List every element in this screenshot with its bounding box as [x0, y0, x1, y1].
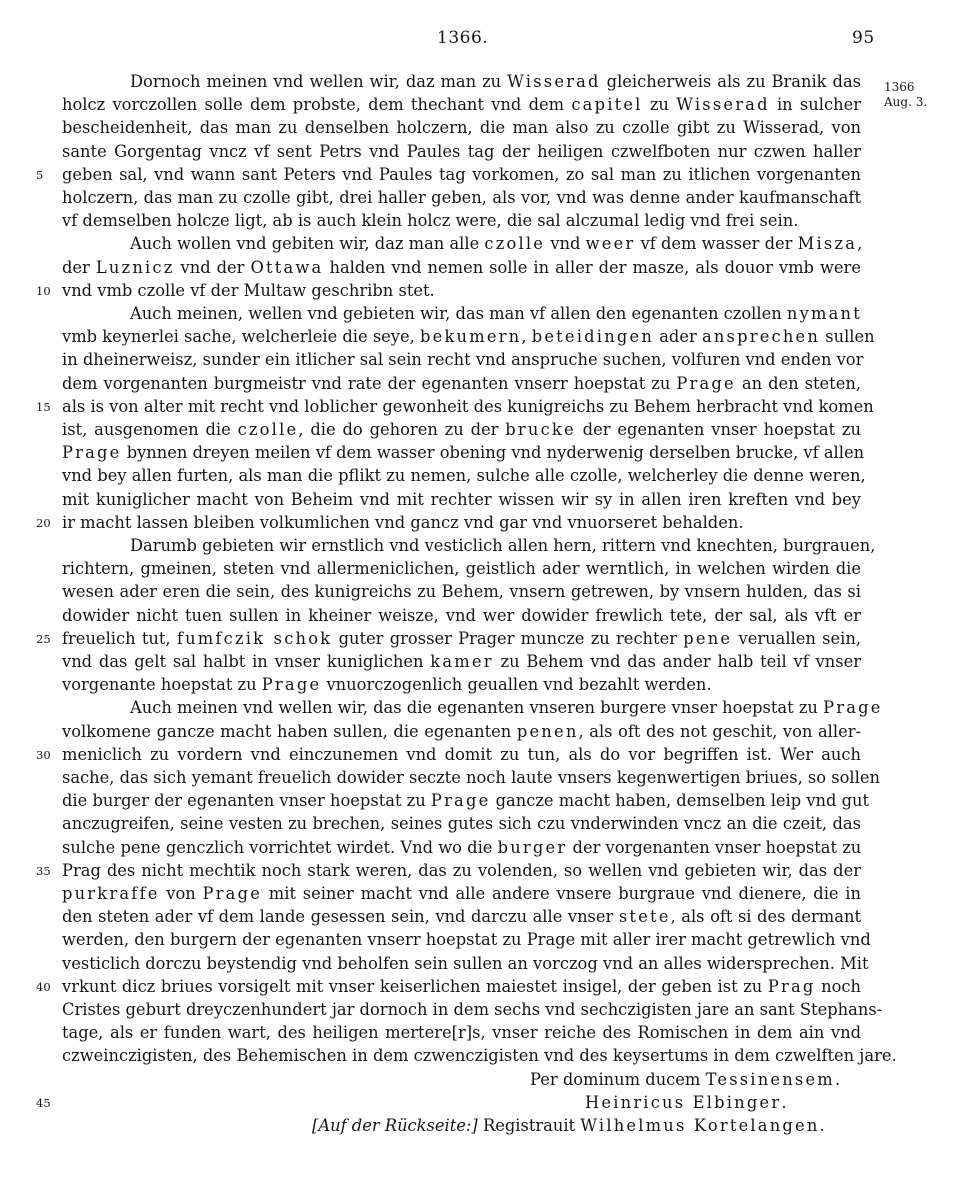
line-number: 20	[36, 515, 51, 530]
spaced-text: stete	[618, 907, 671, 927]
text-run: holczern, das man zu czolle gibt, drei haller geben, als vor, vnd was denne ander kaufmanschaft	[62, 188, 861, 207]
text-line	[312, 1114, 861, 1137]
text-run: die burger der egenanten vnser hoepstat zu	[62, 791, 431, 811]
spaced-text: fumfczik schok	[176, 628, 333, 648]
text-line	[62, 1021, 861, 1044]
text-line	[62, 998, 883, 1021]
text-run: vmb keynerlei sache, welcherleie die seye,	[62, 327, 420, 347]
text-line	[62, 557, 861, 580]
spaced-text: Prage	[202, 884, 263, 903]
text-run: gleicherweis als zu Branik das	[600, 72, 862, 91]
text-run: veruallen sein,	[732, 628, 862, 648]
text-line	[62, 882, 861, 905]
text-run: , als oft si des dermant	[670, 907, 861, 927]
text-line	[62, 163, 861, 186]
text-line	[62, 580, 861, 603]
text-run: sache, das sich yemant freuelich dowider seczte noch laute vnsers kegenwertigen briues, so sollen	[62, 768, 880, 787]
text-line	[62, 627, 861, 650]
text-run: vnuorczogenlich geuallen vnd bezahlt werden.	[321, 675, 712, 695]
text-line	[585, 1091, 861, 1114]
text-run: wesen ader eren die sein, des kunigreichs zu Behem, vnsern getrewen, by vnsern hulden, das si	[62, 582, 861, 602]
line-number: 5	[36, 167, 44, 182]
text-run: Cristes geburt dreyczenhundert jar dornoch in dem sechs vnd sechczigisten jare an sant Stephans-	[62, 1000, 883, 1019]
margin-date-day: Aug. 3.	[884, 95, 928, 109]
text-run: halden vnd nemen solle in aller der masze, als douor vmb were	[323, 257, 861, 277]
text-line	[62, 464, 866, 487]
text-run: der egenanten vnser hoepstat zu	[575, 420, 861, 439]
spaced-text: burger	[497, 837, 568, 857]
text-run: bescheidenheit, das man zu denselben holczern, die man also zu czolle gibt zu Wisserad, von	[62, 118, 861, 138]
text-line	[62, 395, 874, 418]
spaced-text: Luznicz	[95, 257, 175, 277]
text-run: Dornoch meinen vnd wellen wir, daz man zu	[130, 72, 508, 91]
spaced-text: Wisserad	[676, 95, 770, 115]
text-line	[62, 186, 861, 209]
spaced-text: nymant	[786, 304, 862, 323]
text-run: vnd vmb czolle vf der Multaw geschribn stet.	[62, 280, 435, 300]
page-number: 95	[852, 28, 875, 48]
text-line	[62, 511, 861, 534]
text-line	[130, 232, 861, 255]
text-line	[62, 720, 861, 743]
editorial-note: [Auf der Rückseite:]	[312, 1116, 478, 1135]
text-line	[130, 302, 861, 325]
text-run: mit seiner macht vnd alle andere vnsere burgraue vnd dienere, die in	[262, 884, 861, 903]
text-run: an den steten,	[735, 373, 862, 393]
text-run: meniclich zu vordern vnd einczunemen vnd domit zu tun, als do vor begriffen ist. Wer auch	[62, 744, 861, 764]
text-run: vesticlich dorczu beystendig vnd beholfen sein sullen an vorczog vnd an alles widersprechen. Mit	[62, 953, 869, 973]
text-line	[130, 696, 883, 719]
spaced-text: Wilhelmus Kortelangen	[580, 1116, 820, 1135]
text-run: vnd bey allen furten, als man die pflikt zu nemen, sulche alle czolle, welcherley die denne weren,	[62, 466, 866, 486]
page-header-year: 1366.	[437, 28, 489, 48]
text-line	[62, 673, 861, 696]
text-line	[62, 441, 865, 464]
text-run: dem vorgenanten burgmeistr vnd rate der egenanten vnserr hoepstat zu	[62, 373, 677, 393]
text-run: mit kuniglicher macht von Beheim vnd mit rechter wissen wir sy in allen iren kreften vnd bey	[62, 489, 861, 509]
text-line	[62, 209, 861, 232]
text-line	[530, 1068, 861, 1091]
text-run: geben sal, vnd wann sant Peters vnd Paules tag vorkomen, zo sal man zu itlichen vorgenanten	[62, 164, 861, 184]
text-run: noch	[815, 976, 861, 996]
text-run: czweinczigisten, des Behemischen in dem czwenczigisten vnd des keysertums in dem czwelften jare.	[62, 1046, 897, 1066]
text-run: Auch meinen, wellen vnd gebieten wir, das man vf allen den egenanten czollen	[130, 304, 787, 323]
text-run: , die do gehoren zu der	[298, 420, 506, 439]
text-run: Darumb gebieten wir ernstlich vnd vesticlich allen hern, rittern vnd knechten, burgrauen,	[130, 536, 876, 555]
text-run: sullen	[820, 327, 875, 347]
spaced-text: Ottawa	[250, 257, 324, 277]
line-number: 15	[36, 399, 51, 414]
text-line	[62, 766, 880, 789]
text-run: Prag des nicht mechtik noch stark weren, das zu volenden, so wellen vnd gebieten wir, das der	[62, 860, 861, 880]
text-run: vnd das gelt sal halbt in vnser kuniglichen	[62, 652, 431, 671]
spaced-text: capitel	[571, 95, 643, 115]
text-run: , als oft des not geschit, von aller-	[578, 721, 861, 741]
spaced-text: penen	[516, 721, 579, 741]
text-run: bynnen dreyen meilen vf dem wasser obening vnd nyderwenig derselben brucke, vf allen	[121, 443, 865, 463]
spaced-text: weer	[585, 234, 636, 254]
text-run: sulche pene genczlich vorrichtet wirdet. Vnd wo die	[62, 837, 498, 857]
text-run: Registrauit	[477, 1116, 581, 1135]
text-line	[62, 1044, 897, 1067]
text-run: sante Gorgentag vncz vf sent Petrs vnd Paules tag der heiligen czwelfboten nur czwen haller	[62, 141, 861, 161]
text-line	[62, 93, 861, 116]
text-line	[62, 905, 861, 928]
line-number: 45	[36, 1095, 51, 1110]
text-run: dowider nicht tuen sullen in kheiner weisze, vnd wer dowider frewlich tete, der sal, als vft er	[62, 605, 861, 625]
text-run: holcz vorczollen solle dem probste, dem thechant vnd dem	[62, 95, 572, 115]
text-run: volkomene gancze macht haben sullen, die egenanten	[62, 721, 517, 741]
text-run: Auch wollen vnd gebiten wir, daz man alle	[130, 234, 485, 254]
spaced-text: Prag	[767, 976, 816, 996]
text-run: ader	[654, 327, 702, 347]
text-run: in dheinerweisz, sunder ein itlicher sal sein recht vnd anspruche suchen, volfuren vnd enden vor	[62, 350, 864, 370]
spaced-text: Wisserad	[507, 72, 601, 91]
text-run: gancze macht haben, demselben leip vnd gut	[490, 791, 870, 811]
text-line	[62, 836, 861, 859]
text-line	[62, 418, 861, 441]
text-run: ist, ausgenomen die	[62, 420, 238, 439]
text-line	[62, 325, 875, 348]
text-run: .	[781, 1092, 787, 1112]
text-line	[62, 928, 871, 951]
text-run: .	[819, 1116, 825, 1135]
text-run: in sulcher	[769, 95, 861, 115]
spaced-text: Tessinensem	[705, 1069, 835, 1089]
text-line	[62, 488, 861, 511]
text-line	[130, 534, 876, 557]
text-run: ,	[521, 327, 532, 347]
text-line	[62, 952, 869, 975]
text-run: vrkunt dicz briues vorsigelt mit vnser keiserlichen maiestet insigel, der geben ist zu	[62, 976, 768, 996]
text-run: guter grosser Prager muncze zu rechter	[332, 628, 684, 648]
spaced-text: czolle	[237, 420, 299, 439]
text-line	[62, 650, 861, 673]
text-run: vnd	[545, 234, 586, 254]
text-run: freuelich tut,	[62, 628, 177, 648]
text-line	[62, 348, 864, 371]
text-line	[62, 372, 861, 395]
text-run: vorgenante hoepstat zu	[62, 675, 262, 695]
text-line	[62, 789, 870, 812]
text-line	[62, 116, 861, 139]
margin-date-year: 1366	[884, 80, 915, 94]
text-run: tage, als er funden wart, des heiligen mertere[r]s, vnser reiche des Romischen in dem ain vnd	[62, 1023, 861, 1043]
line-number: 30	[36, 747, 51, 762]
text-run: Auch meinen vnd wellen wir, das die egenanten vnseren burgere vnser hoepstat zu	[130, 698, 824, 718]
spaced-text: brucke	[505, 420, 576, 439]
text-line	[62, 975, 861, 998]
text-line	[62, 256, 861, 279]
spaced-text: Heinricus Elbinger	[585, 1092, 782, 1112]
spaced-text: purkraffe	[62, 884, 160, 903]
text-run: .	[834, 1069, 841, 1089]
line-number: 35	[36, 863, 51, 878]
text-run: werden, den burgern der egenanten vnserr hoepstat zu Prage mit aller irer macht getrewlich vnd	[62, 930, 871, 950]
spaced-text: Misza	[797, 234, 858, 254]
spaced-text: Prage	[261, 675, 322, 695]
text-run: vnd der	[174, 257, 251, 277]
line-number: 40	[36, 979, 51, 994]
text-run: als is von alter mit recht vnd loblicher gewonheit des kunigreichs zu Behem herbracht vnd komen	[62, 396, 874, 416]
spaced-text: ansprechen	[701, 327, 821, 347]
text-run: vf dem wasser der	[635, 234, 798, 254]
text-run: anczugreifen, seine vesten zu brechen, seines gutes sich czu vnderwinden vncz an die czeit, das	[62, 814, 861, 834]
text-line	[130, 70, 861, 93]
spaced-text: Prage	[430, 791, 491, 811]
spaced-text: pene	[683, 628, 733, 648]
text-line	[62, 812, 861, 835]
text-run: richtern, gmeinen, steten vnd allermeniclichen, geistlich ader werntlich, in welchen wirden die	[62, 559, 861, 579]
text-run: zu Behem vnd das ander halb teil vf vnser	[493, 652, 861, 671]
spaced-text: Prage	[823, 698, 883, 718]
text-run: ir macht lassen bleiben volkumlichen vnd gancz vnd gar vnd vnuorseret behalden.	[62, 512, 744, 532]
line-number: 25	[36, 631, 51, 646]
spaced-text: beteidingen	[531, 327, 655, 347]
text-line	[62, 743, 861, 766]
text-line	[62, 279, 861, 302]
spaced-text: Prage	[62, 443, 122, 463]
spaced-text: czolle	[484, 234, 546, 254]
spaced-text: bekumern	[420, 327, 522, 347]
text-line	[62, 140, 861, 163]
spaced-text: kamer	[430, 652, 494, 671]
spaced-text: Prage	[676, 373, 736, 393]
line-number: 10	[36, 283, 51, 298]
text-run: ,	[857, 234, 863, 254]
text-run: der vorgenanten vnser hoepstat zu	[567, 837, 862, 857]
text-run: der	[62, 257, 96, 277]
text-run: vf demselben holcze ligt, ab is auch klein holcz were, die sal alczumal ledig vnd frei sein.	[62, 211, 799, 231]
text-run: den steten ader vf dem lande gesessen sein, vnd darczu alle vnser	[62, 907, 619, 927]
text-run: zu	[642, 95, 677, 115]
text-line	[62, 604, 861, 627]
text-run: von	[159, 884, 203, 903]
text-run: Per dominum ducem	[530, 1069, 706, 1089]
text-line	[62, 859, 861, 882]
